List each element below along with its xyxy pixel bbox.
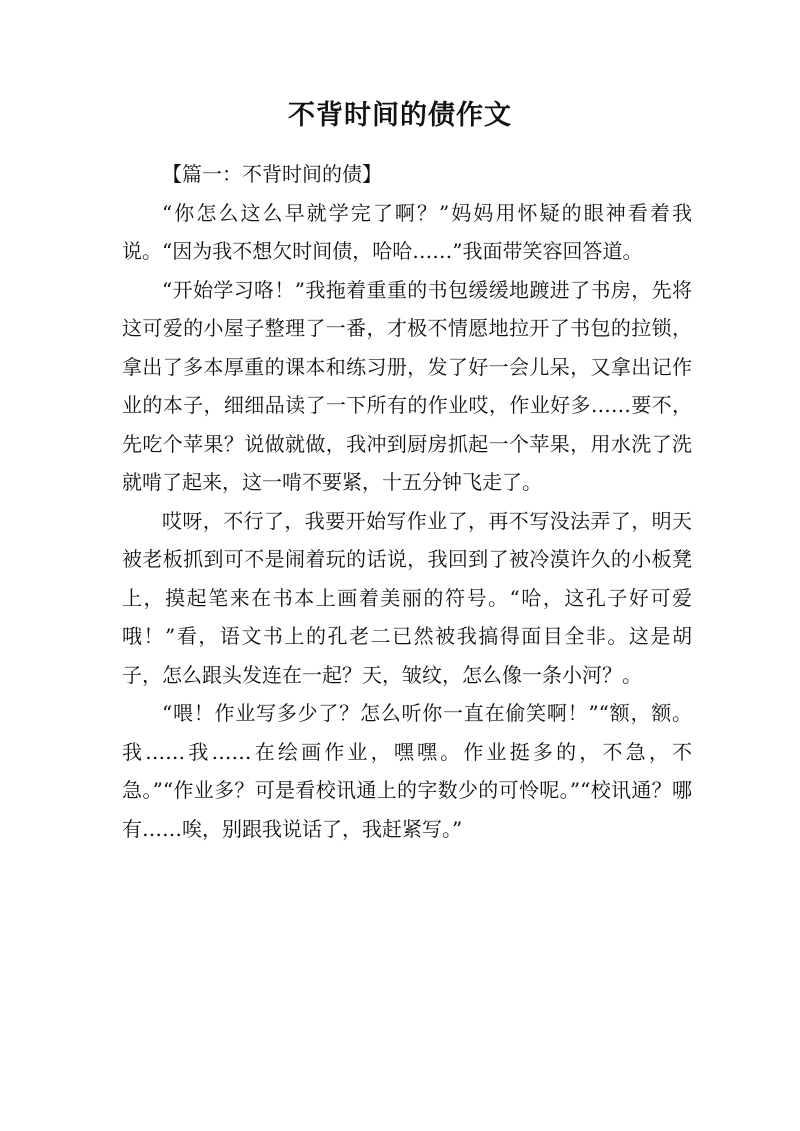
paragraph-2: “开始学习咯！”我拖着重重的书包缓缓地踱进了书房，先将这可爱的小屋子整理了一番，才极不情愿地拉开了书包的拉锁，拿出了多本厚重的课本和练习册，发了好一会儿呆，又拿出记作业的本子，细细品读了一下所有的作业哎，作业好多……要不，先吃个苹果？说做就做，我冲到厨房抓起一个苹果，用水洗了洗就啃了起来，这一啃不要紧，十五分钟飞走了。: [122, 277, 692, 494]
document-body: [122, 155, 692, 848]
section-heading: 【篇一：不背时间的债】: [162, 162, 382, 186]
paragraph-4: “喂！作业写多少了？怎么听你一直在偷笑啊！”“额，额。我……我……在绘画作业，嘿嘿。作业挺多的，不急，不急。”“作业多？可是看校讯通上的字数少的可怜呢。”“校讯通？哪有……唉，别跟我说话了，我赶紧写。”: [122, 701, 692, 841]
paragraph-1: “你怎么这么早就学完了啊？”妈妈用怀疑的眼神看着我说。“因为我不想欠时间债，哈哈……”我面带笑容回答道。: [122, 200, 692, 263]
paragraph-3: 哎呀，不行了，我要开始写作业了，再不写没法弄了，明天被老板抓到可不是闹着玩的话说，我回到了被冷漠许久的小板凳上，摸起笔来在书本上画着美丽的符号。“哈，这孔子好可爱哦！”看，语文书上的孔老二已然被我搞得面目全非。这是胡子，怎么跟头发连在一起？天，皱纹，怎么像一条小河？。: [122, 508, 692, 687]
document-title: 不背时间的债作文: [288, 100, 512, 131]
